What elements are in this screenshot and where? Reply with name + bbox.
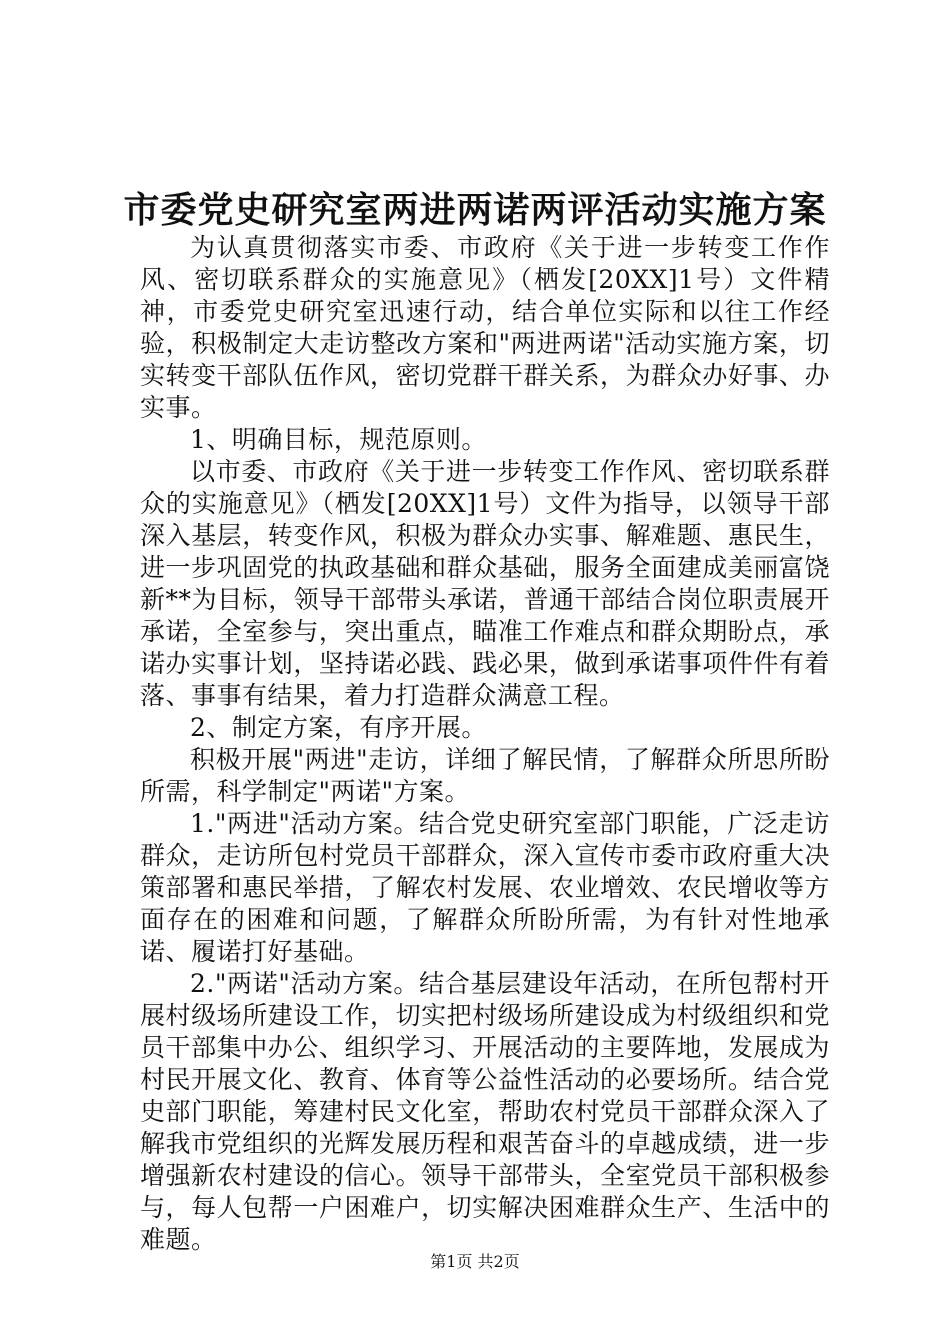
- paragraph-goals: 以市委、市政府《关于进一步转变工作作风、密切联系群众的实施意见》（栖发[20XX]1号）文件为指导，以领导干部深入基层，转变作风，积极为群众办实事、解难题、惠民生，进一步巩固党的执政基础和群众基础，服务全面建成美丽富饶新**为目标，领导干部带头承诺，普通干部结合岗位职责展开承诺，全室参与，突出重点，瞄准工作难点和群众期盼点，承诺办实事计划，坚持诺必践、践必果，做到承诺事项件件有着落、事事有结果，着力打造群众满意工程。: [140, 457, 830, 710]
- section-heading-2: 2、制定方案，有序开展。: [190, 713, 487, 742]
- paragraph-intro: 为认真贯彻落实市委、市政府《关于进一步转变工作作风、密切联系群众的实施意见》（栖发[20XX]1号）文件精神，市委党史研究室迅速行动，结合单位实际和以往工作经验，积极制定大走访整改方案和"两进两诺"活动实施方案，切实转变干部队伍作风，密切党群干群关系，为群众办好事、办实事。: [140, 233, 830, 422]
- paragraph-visits: 积极开展"两进"走访，详细了解民情，了解群众所思所盼所需，科学制定"两诺"方案。: [140, 745, 830, 806]
- document-body: [140, 232, 830, 1256]
- section-heading-1: 1、明确目标，规范原则。: [190, 425, 487, 454]
- paragraph-plan-1: 1."两进"活动方案。结合党史研究室部门职能，广泛走访群众，走访所包村党员干部群众，深入宣传市委市政府重大决策部署和惠民举措，了解农村发展、农业增效、农民增收等方面存在的困难和问题，了解群众所盼所需，为有针对性地承诺、履诺打好基础。: [140, 809, 830, 966]
- document-title: 市委党史研究室两进两诺两评活动实施方案: [123, 189, 827, 231]
- paragraph-plan-2: 2."两诺"活动方案。结合基层建设年活动，在所包帮村开展村级场所建设工作，切实把村级场所建设成为村级组织和党员干部集中办公、组织学习、开展活动的主要阵地，发展成为村民开展文化、教育、体育等公益性活动的必要场所。结合党史部门职能，筹建村民文化室，帮助农村党员干部群众深入了解我市党组织的光辉发展历程和艰苦奋斗的卓越成绩，进一步增强新农村建设的信心。领导干部带头，全室党员干部积极参与，每人包帮一户困难户，切实解决困难群众生产、生活中的难题。: [140, 969, 830, 1254]
- page-number: 第1页 共2页: [430, 1252, 520, 1271]
